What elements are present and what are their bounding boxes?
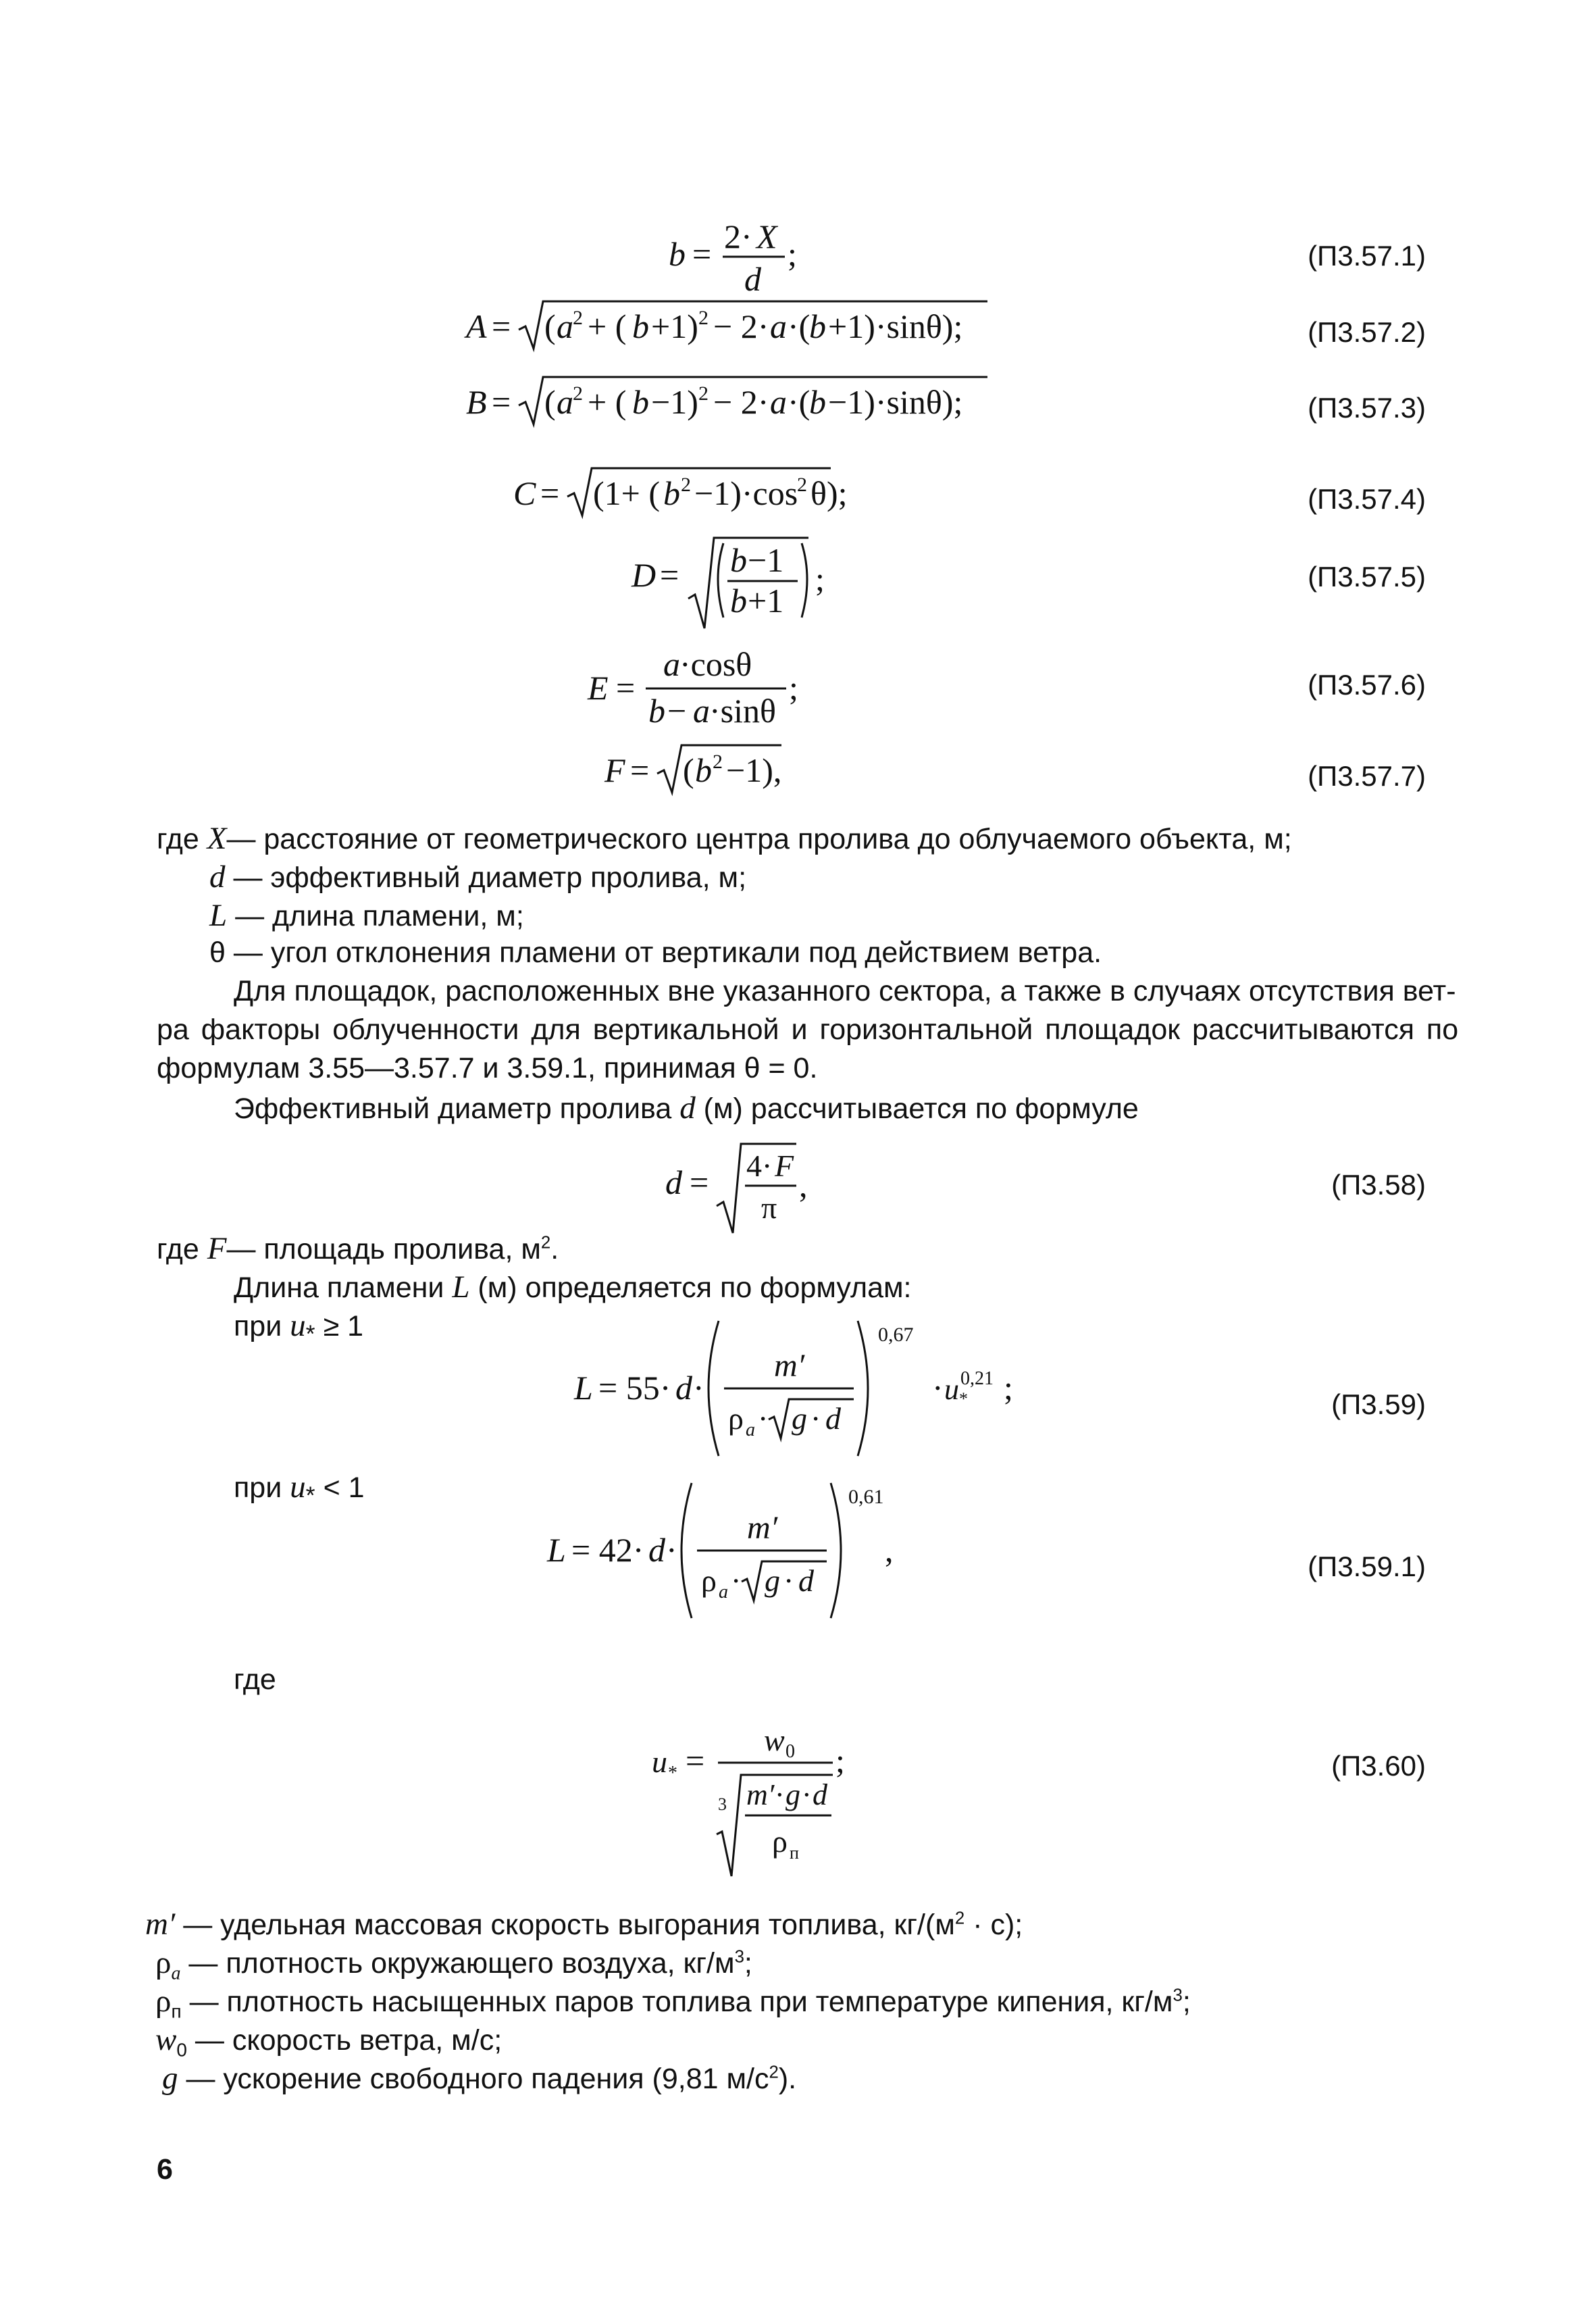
svg-text:u: u xyxy=(944,1373,959,1406)
svg-text:b: b xyxy=(663,474,680,512)
svg-text:*: * xyxy=(959,1389,968,1409)
where-label: где xyxy=(234,1663,276,1696)
svg-text:d: d xyxy=(665,1163,682,1201)
variable: θ xyxy=(209,936,226,969)
definition-text: — площадь пролива, м xyxy=(226,1233,541,1265)
svg-text:;: ; xyxy=(789,669,798,707)
svg-text:=: = xyxy=(686,1742,705,1780)
definition-d xyxy=(209,861,746,893)
variable: L xyxy=(452,1269,470,1305)
condition-u-ge-1 xyxy=(234,1310,363,1347)
svg-text:(: ( xyxy=(544,383,556,421)
svg-text:=: = xyxy=(660,556,679,594)
equation-number: (П3.57.3) xyxy=(1308,392,1426,424)
formula-u-star xyxy=(652,1719,875,1892)
svg-text:F: F xyxy=(604,751,625,789)
svg-text:X: X xyxy=(756,218,777,255)
equation-number: (П3.57.1) xyxy=(1308,240,1426,272)
svg-text:·: · xyxy=(802,1778,812,1811)
superscript: 2 xyxy=(540,1233,551,1253)
svg-text:2: 2 xyxy=(698,307,709,329)
condition-u-lt-1 xyxy=(234,1469,365,1509)
svg-text:0,67: 0,67 xyxy=(878,1324,914,1346)
svg-text:F: F xyxy=(775,1149,794,1183)
svg-text:ρ: ρ xyxy=(772,1824,788,1859)
svg-text:;: ; xyxy=(835,1742,845,1780)
subscript: п xyxy=(171,2001,182,2022)
variable: ρ xyxy=(155,1984,172,2019)
svg-text:=: = xyxy=(616,669,636,707)
svg-text:a: a xyxy=(770,307,787,345)
svg-text:B: B xyxy=(466,383,487,421)
svg-text:C: C xyxy=(513,474,536,512)
text: (м) определяется по формулам: xyxy=(478,1272,912,1304)
page-number: 6 xyxy=(157,2153,173,2186)
lead-word: где xyxy=(157,1233,199,1265)
svg-text:·: · xyxy=(932,1369,944,1407)
definition-text: — удельная массовая скорость выгорания топлива, кг/(м xyxy=(183,1909,955,1941)
text: ; xyxy=(744,1947,752,1980)
equation-number: (П3.57.7) xyxy=(1308,760,1426,792)
definition-rho-a xyxy=(155,1947,752,1984)
svg-text:·: · xyxy=(810,1401,821,1436)
definition-text: — плотность окружающего воздуха, кг/м xyxy=(188,1947,735,1980)
svg-text:d: d xyxy=(744,260,761,298)
variable: u xyxy=(290,1469,306,1505)
variable: m′ xyxy=(145,1907,176,1942)
formula-D xyxy=(632,534,834,638)
relation: ≥ 1 xyxy=(323,1310,364,1342)
superscript: 3 xyxy=(734,1947,744,1967)
svg-text:+ (: + ( xyxy=(588,383,627,421)
definition-F xyxy=(157,1233,559,1265)
svg-text:a: a xyxy=(557,383,573,421)
svg-text:= 42·: = 42· xyxy=(571,1531,644,1569)
variable: d xyxy=(679,1090,696,1126)
text: ). xyxy=(778,2063,797,2095)
svg-text:=: = xyxy=(492,307,511,345)
svg-text:·: · xyxy=(775,1778,785,1811)
svg-text:= 55·: = 55· xyxy=(598,1369,671,1407)
svg-text:0: 0 xyxy=(786,1741,795,1762)
svg-text:b: b xyxy=(809,307,826,345)
svg-text:(: ( xyxy=(683,751,694,789)
equation-number: (П3.60) xyxy=(1331,1750,1426,1782)
svg-text:a: a xyxy=(746,1419,755,1440)
variable: w xyxy=(155,2022,177,2057)
text: (м) рассчитывается по формуле xyxy=(703,1092,1139,1125)
svg-text:g: g xyxy=(765,1563,780,1598)
svg-text:g: g xyxy=(786,1778,800,1811)
formula-F xyxy=(604,740,807,804)
subscript: 0 xyxy=(176,2039,187,2061)
svg-text:g: g xyxy=(792,1401,807,1436)
svg-text:b: b xyxy=(632,307,649,345)
relation: < 1 xyxy=(323,1472,365,1504)
lead-word: при xyxy=(234,1310,282,1342)
svg-text:E: E xyxy=(588,669,609,707)
svg-text:a: a xyxy=(557,307,573,345)
formula-L-42 xyxy=(547,1476,925,1628)
definition-w0 xyxy=(155,2024,502,2060)
svg-text:d: d xyxy=(798,1563,814,1598)
variable: F xyxy=(207,1231,227,1266)
svg-text:2: 2 xyxy=(797,474,807,496)
svg-text:θ);: θ); xyxy=(810,474,848,512)
svg-text:ρ: ρ xyxy=(701,1563,717,1598)
svg-text:−1)·sinθ);: −1)·sinθ); xyxy=(828,383,963,421)
variable: X xyxy=(207,821,227,856)
variable: L xyxy=(209,898,228,933)
svg-text:−1: −1 xyxy=(748,541,784,579)
definition-text: — длина пламени, м; xyxy=(235,900,524,932)
definition-text: — ускорение свободного падения (9,81 м/с xyxy=(186,2063,769,2095)
svg-text:+1): +1) xyxy=(651,307,698,345)
subscript: * xyxy=(305,1482,315,1509)
svg-text:0,21: 0,21 xyxy=(960,1368,994,1389)
svg-text:·(: ·( xyxy=(788,307,810,345)
text: · с); xyxy=(964,1909,1023,1941)
variable: d xyxy=(209,859,226,895)
svg-text:=: = xyxy=(492,383,511,421)
text: . xyxy=(550,1233,559,1265)
text: ; xyxy=(1182,1986,1191,2018)
svg-text:b: b xyxy=(809,383,826,421)
svg-text:ρ: ρ xyxy=(728,1401,744,1436)
svg-text:−1),: −1), xyxy=(726,751,782,789)
svg-text:d: d xyxy=(648,1531,665,1569)
svg-text:−1): −1) xyxy=(651,383,698,421)
variable: u xyxy=(290,1308,306,1343)
superscript: 3 xyxy=(1173,1986,1183,2005)
svg-text:,: , xyxy=(799,1166,808,1204)
svg-text:(1+ (: (1+ ( xyxy=(593,474,660,512)
svg-text:;: ; xyxy=(1004,1369,1013,1407)
svg-text:,: , xyxy=(885,1531,894,1569)
variable: ρ xyxy=(155,1945,172,1980)
svg-text:− 2·: − 2· xyxy=(713,307,769,345)
equation-number: (П3.59) xyxy=(1331,1388,1426,1420)
svg-text:−: − xyxy=(667,692,687,730)
svg-text:b: b xyxy=(730,582,747,620)
svg-text:d: d xyxy=(675,1369,692,1407)
definition-rho-n xyxy=(155,1986,1191,2021)
definition-x xyxy=(157,823,1292,855)
svg-text:·(: ·( xyxy=(788,383,810,421)
svg-text:a: a xyxy=(663,645,680,683)
svg-text:;: ; xyxy=(788,235,797,273)
svg-text:b: b xyxy=(695,751,712,789)
svg-text:2: 2 xyxy=(713,751,723,773)
definition-text: — расстояние от геометрического центра пролива до облучаемого объекта, м; xyxy=(226,823,1292,855)
formula-L-55 xyxy=(574,1314,1047,1466)
lead-word: где xyxy=(157,823,199,855)
formula-b xyxy=(669,216,831,301)
definition-g xyxy=(162,2063,796,2094)
equation-number: (П3.57.6) xyxy=(1308,669,1426,701)
svg-text:−1)·cos: −1)·cos xyxy=(694,474,798,512)
svg-text:=: = xyxy=(540,474,560,512)
variable: g xyxy=(162,2061,178,2096)
definition-text: — плотность насыщенных паров топлива при температуре кипения, кг/м xyxy=(189,1986,1173,2018)
lead-word: при xyxy=(234,1472,282,1504)
svg-text:·: · xyxy=(693,1369,704,1407)
svg-text:+1: +1 xyxy=(748,582,784,620)
svg-text:a: a xyxy=(693,692,710,730)
paragraph-line xyxy=(234,1092,1139,1124)
svg-text:A: A xyxy=(466,307,487,345)
svg-text:2·: 2· xyxy=(724,218,752,255)
definition-m xyxy=(145,1909,1023,1940)
definition-text: — угол отклонения пламени от вертикали под действием ветра. xyxy=(233,936,1102,969)
svg-text:(: ( xyxy=(544,307,556,345)
svg-text:m′: m′ xyxy=(746,1778,775,1811)
svg-text:b: b xyxy=(648,692,665,730)
svg-text:0,61: 0,61 xyxy=(848,1486,884,1508)
svg-text:− 2·: − 2· xyxy=(713,383,769,421)
svg-text:+1)·sinθ);: +1)·sinθ); xyxy=(828,307,963,345)
svg-text:2: 2 xyxy=(573,382,583,405)
svg-text:d: d xyxy=(813,1778,827,1811)
paragraph-line: формулам 3.55—3.57.7 и 3.59.1, принимая θ = 0. xyxy=(157,1052,818,1084)
paragraph-line xyxy=(234,1269,912,1305)
superscript: 2 xyxy=(954,1909,965,1928)
svg-text:·: · xyxy=(758,1401,769,1436)
formula-d xyxy=(665,1138,834,1243)
svg-text:w: w xyxy=(764,1723,785,1757)
svg-text:u: u xyxy=(652,1744,667,1779)
svg-text:2: 2 xyxy=(573,307,583,329)
svg-text:п: п xyxy=(790,1843,799,1863)
definition-theta xyxy=(209,938,1102,967)
svg-text:4·: 4· xyxy=(746,1149,773,1183)
svg-text:·sinθ: ·sinθ xyxy=(709,692,776,730)
svg-text:D: D xyxy=(632,556,657,594)
equation-number: (П3.59.1) xyxy=(1308,1551,1426,1582)
svg-text:·: · xyxy=(731,1563,742,1598)
svg-text:b: b xyxy=(730,541,747,579)
svg-text:·cosθ: ·cosθ xyxy=(679,645,752,683)
svg-text:2: 2 xyxy=(698,382,709,405)
svg-text:=: = xyxy=(690,1163,709,1201)
definition-text: — скорость ветра, м/с; xyxy=(195,2024,503,2057)
svg-text:b: b xyxy=(632,383,649,421)
svg-text:·: · xyxy=(666,1531,677,1569)
svg-text:m′: m′ xyxy=(774,1348,805,1384)
equation-number: (П3.57.2) xyxy=(1308,316,1426,348)
equation-number: (П3.57.5) xyxy=(1308,561,1426,593)
text: Длина пламени xyxy=(234,1272,444,1304)
formula-B xyxy=(466,372,993,436)
formula-A xyxy=(466,296,993,360)
svg-text:+ (: + ( xyxy=(588,307,627,345)
definition-text: — эффективный диаметр пролива, м; xyxy=(233,861,747,894)
paragraph-line: ра факторы облученности для вертикальной и горизонтальной площадок рассчитываются по xyxy=(157,1013,1459,1046)
paragraph-line: Для площадок, расположенных вне указанного сектора, а также в случаях отсутствия вет- xyxy=(234,975,1456,1007)
svg-text:a: a xyxy=(719,1582,728,1603)
equation-number: (П3.57.4) xyxy=(1308,483,1426,515)
svg-text:π: π xyxy=(761,1190,777,1225)
svg-text:=: = xyxy=(692,235,712,273)
svg-text:m′: m′ xyxy=(747,1510,778,1546)
svg-text:=: = xyxy=(630,751,650,789)
text: Эффективный диаметр пролива xyxy=(234,1092,672,1125)
svg-text:L: L xyxy=(547,1531,566,1569)
svg-text:·: · xyxy=(783,1563,794,1598)
svg-text:;: ; xyxy=(815,560,825,598)
definition-l xyxy=(209,900,524,932)
svg-text:*: * xyxy=(668,1763,677,1784)
svg-text:L: L xyxy=(574,1369,593,1407)
equation-number: (П3.58) xyxy=(1331,1169,1426,1201)
subscript: * xyxy=(305,1320,315,1348)
svg-text:3: 3 xyxy=(718,1794,727,1814)
svg-text:d: d xyxy=(825,1401,841,1436)
subscript: a xyxy=(171,1963,181,1984)
superscript: 2 xyxy=(769,2063,779,2082)
svg-text:2: 2 xyxy=(681,474,691,496)
formula-E xyxy=(588,645,810,736)
svg-text:b: b xyxy=(669,235,686,273)
svg-text:a: a xyxy=(770,383,787,421)
formula-C xyxy=(513,463,865,527)
